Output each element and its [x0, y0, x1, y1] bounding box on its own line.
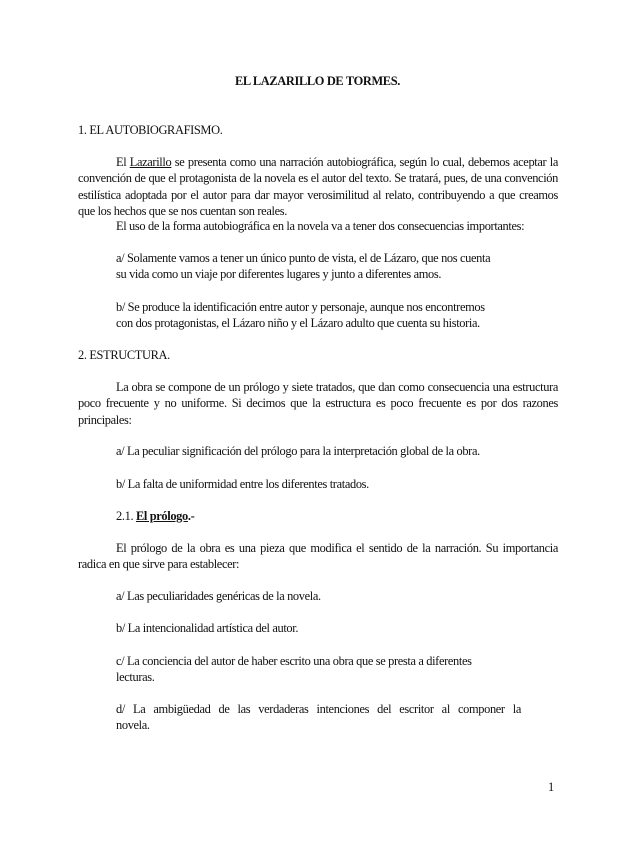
paragraph-body: se presenta como una narración autobiográfica, según lo cual, debemos aceptar la convención de que el protagonista de la novela es el autor del texto. Se tratará, pues, de una convención estilística adoptada por el autor para dar mayor verosimilitud al relato, contribuyendo a que creamos que los hechos que se nos cuentan son reales.: [78, 155, 558, 218]
paragraph-prologo: El prólogo de la obra es una pieza que modifica el sentido de la narración. Su importancia radica en que sirve para establecer:: [78, 541, 558, 572]
subsection-title: El prólogo: [135, 509, 188, 523]
list-item-line: b/ Se produce la identificación entre autor y personaje, aunque nos encontremos: [116, 300, 485, 314]
book-title-lazarillo: Lazarillo: [129, 155, 172, 169]
list-item-a-peculiaridades: a/ Las peculiaridades genéricas de la novela.: [116, 589, 321, 603]
list-item-d-ambiguedad: [116, 701, 521, 734]
list-item-line: c/ La conciencia del autor de haber escrito una obra que se presta a diferentes: [116, 654, 472, 668]
document-title: EL LAZARILLO DE TORMES.: [234, 74, 400, 88]
paragraph-autobiografia: [78, 154, 558, 219]
list-item-b-uniformidad: b/ La falta de uniformidad entre los diferentes tratados.: [116, 477, 369, 491]
list-item-c-conciencia: [116, 653, 521, 686]
list-item-line: novela.: [116, 718, 150, 733]
paragraph-consecuencias: El uso de la forma autobiográfica en la novela va a tener dos consecuencias importantes:: [116, 219, 525, 233]
subsection-number: 2.1.: [116, 509, 136, 523]
list-item-line: a/ Solamente vamos a tener un único punto de vista, el de Lázaro, que nos cuenta: [116, 251, 491, 265]
subsection-heading-prologo: [116, 508, 521, 524]
list-item-line: lecturas.: [116, 670, 155, 685]
section-heading-autobiografismo: 1. EL AUTOBIOGRAFISMO.: [78, 123, 223, 137]
list-item-b-identificacion: [116, 299, 521, 332]
list-item-a-prologo: a/ La peculiar significación del prólogo para la interpretación global de la obra.: [116, 444, 480, 458]
list-item-line: con dos protagonistas, el Lázaro niño y el Lázaro adulto que cuenta su historia.: [116, 316, 480, 331]
section-heading-estructura: 2. ESTRUCTURA.: [78, 348, 170, 362]
paragraph-estructura: La obra se compone de un prólogo y siete tratados, que dan como consecuencia una estructura poco frecuente y no uniforme. Si decimos que la estructura es poco frecuente es por dos razones principales:: [78, 380, 558, 427]
list-item-line: d/ La ambigüedad de las verdaderas intenciones del escritor al componer la: [116, 702, 521, 716]
page-number: 1: [548, 780, 554, 794]
subsection-suffix: .-: [187, 509, 195, 523]
list-item-line: su vida como un viaje por diferentes lugares y junto a diferentes amos.: [116, 267, 442, 282]
list-item-a-punto-de-vista: [116, 250, 521, 283]
paragraph-prefix: El: [116, 155, 130, 169]
list-item-b-intencionalidad: b/ La intencionalidad artística del autor.: [116, 621, 299, 635]
